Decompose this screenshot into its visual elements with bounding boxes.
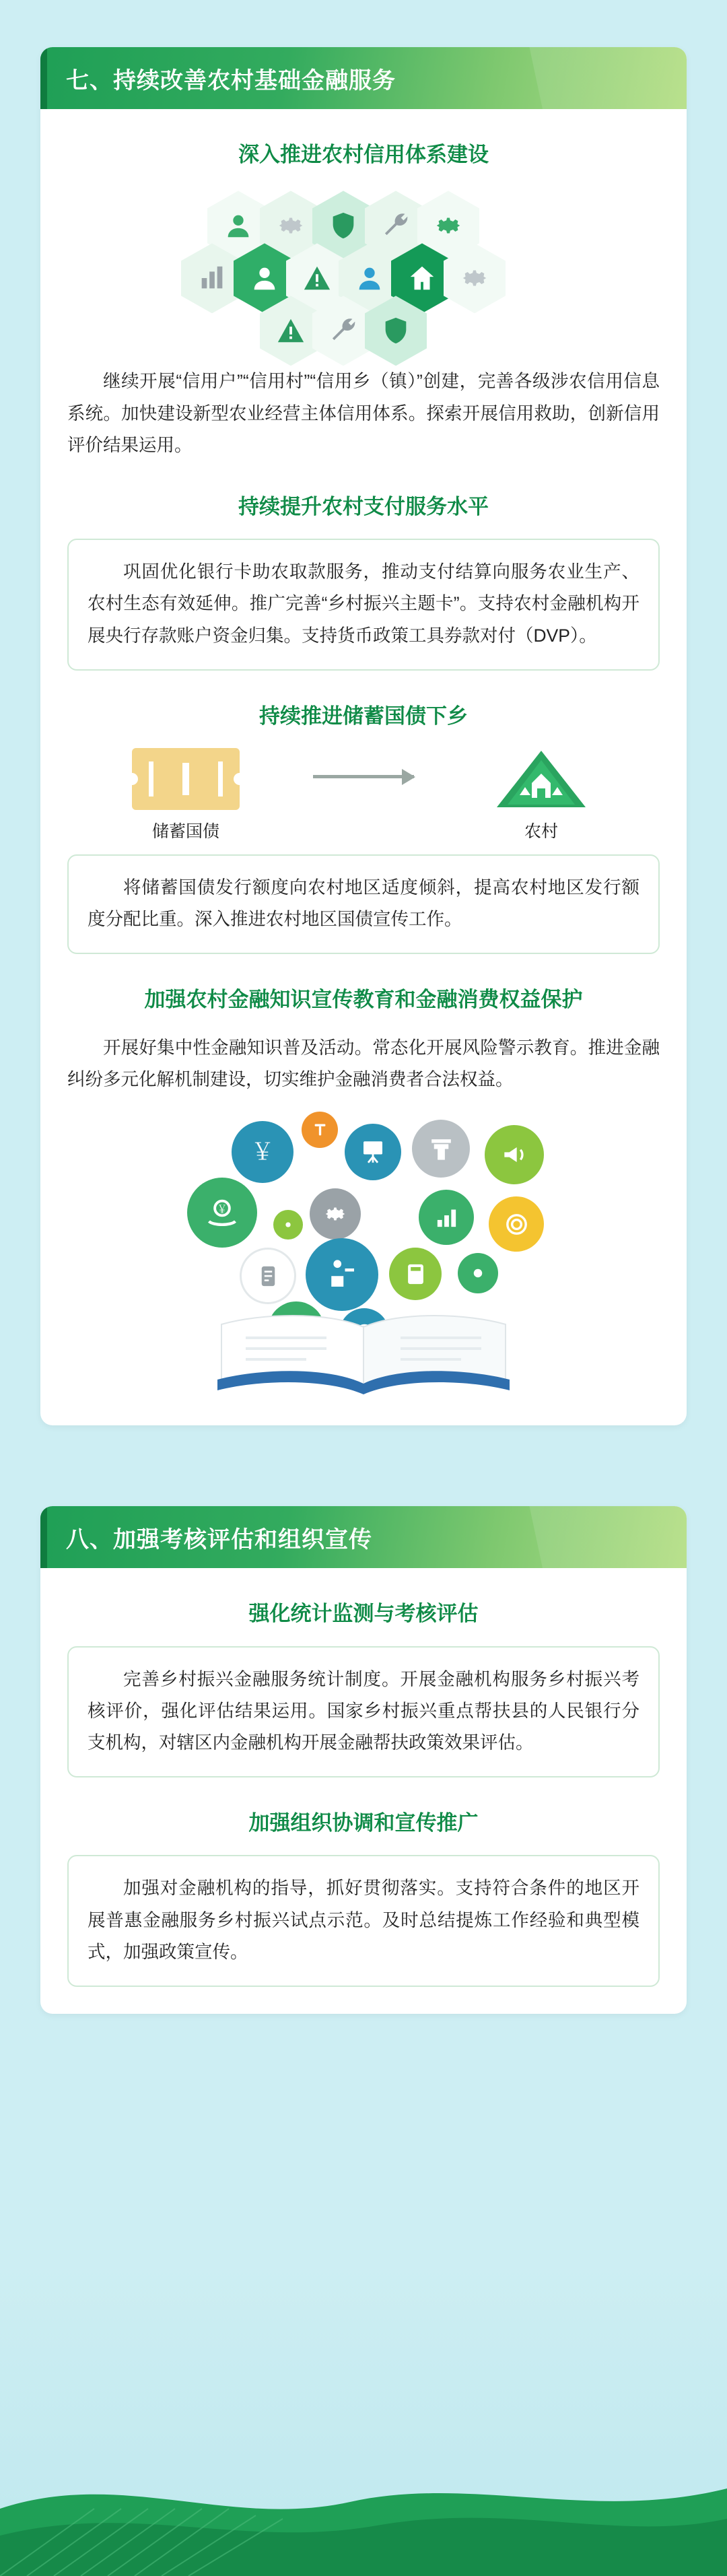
easel-icon xyxy=(345,1124,401,1180)
paragraph-7-2: 巩固优化银行卡助农取款服务，推动支付结算向服务农业生产、农村生态有效延伸。推广完善“乡村振兴主题卡”。支持农村金融机构开展央行存款账户资金归集。支持货币政策工具券款对付（DVP）。 xyxy=(88,562,639,646)
gavel-icon xyxy=(302,1112,338,1148)
ticket-icon xyxy=(132,748,240,810)
subsection-title-7-1: 深入推进农村信用体系建设 xyxy=(238,143,489,166)
target-icon xyxy=(489,1196,544,1252)
paragraph-box-7-3 xyxy=(67,854,660,954)
bond-source-label: 储蓄国债 xyxy=(151,822,219,842)
svg-text:￥: ￥ xyxy=(217,1204,228,1216)
hand-coin-icon xyxy=(187,1178,257,1248)
paragraph-8-1: 完善乡村振兴金融服务统计制度。开展金融机构服务乡村振兴考核评价，强化评估结果运用。国家乡村振兴重点帮扶县的人民银行分支机构，对辖区内金融机构开展金融帮扶政策效果评估。 xyxy=(88,1668,639,1753)
section-accent-bar xyxy=(40,47,47,109)
book-icon xyxy=(205,1304,522,1398)
podium-icon xyxy=(412,1120,470,1178)
subsection-title-8-2: 加强组织协调和宣传推广 xyxy=(248,1810,479,1835)
subsection-title-7-3: 持续推进储蓄国债下乡 xyxy=(259,704,468,728)
paragraph-box-8-1 xyxy=(67,1646,660,1777)
growth-chart-icon xyxy=(419,1190,474,1245)
paragraph-8-2: 加强对金融机构的指导，抓好贯彻落实。支持符合条件的地区开展普惠金融服务乡村振兴试点示范。及时总结提炼工作经验和典型模式，加强政策宣传。 xyxy=(88,1878,639,1962)
bond-flow-illustration xyxy=(40,748,687,842)
gear-icon xyxy=(310,1188,361,1240)
section-card-7 xyxy=(40,47,687,1425)
section-header-7 xyxy=(40,47,687,109)
subsection-title-7-2: 持续提升农村支付服务水平 xyxy=(238,494,489,518)
section-title-8: 八、加强考核评估和组织宣传 xyxy=(66,1526,372,1553)
bond-source xyxy=(115,748,256,842)
arrow-right-icon xyxy=(293,748,434,778)
paragraph-7-3: 将储蓄国债发行额度向农村地区适度倾斜，提高农村地区发行额度分配比重。深入推进农村地区国债宣传工作。 xyxy=(88,877,639,930)
bond-target-label: 农村 xyxy=(524,822,558,842)
presenter-icon xyxy=(306,1238,378,1311)
subsection-title-7-4: 加强农村金融知识宣传教育和金融消费权益保护 xyxy=(144,988,583,1012)
megaphone-icon xyxy=(485,1125,544,1184)
document-icon xyxy=(240,1248,296,1304)
village-icon xyxy=(494,748,588,810)
financial-knowledge-illustration xyxy=(40,1109,687,1398)
section-header-8 xyxy=(40,1506,687,1568)
calculator-icon xyxy=(389,1248,442,1300)
section-accent-bar xyxy=(40,1506,47,1568)
section-card-8 xyxy=(40,1506,687,2014)
paragraph-box-7-2 xyxy=(67,539,660,670)
subsection-title-8-1: 强化统计监测与考核评估 xyxy=(248,1602,479,1626)
credit-system-illustration xyxy=(40,187,687,362)
gear-icon xyxy=(458,1253,498,1293)
bond-target xyxy=(471,748,612,842)
paragraph-box-8-2 xyxy=(67,1855,660,1986)
decorative-hills xyxy=(0,2408,727,2576)
gear-icon xyxy=(273,1210,303,1240)
yuan-coin-icon xyxy=(232,1121,293,1183)
section-title-7: 七、持续改善农村基础金融服务 xyxy=(66,67,396,94)
svg-text:￥: ￥ xyxy=(250,1139,275,1165)
paragraph-7-1: 继续开展“信用户”“信用村”“信用乡（镇）”创建，完善各级涉农信用信息系统。加快建设新型农业经营主体信用体系。探索开展信用救助，创新信用评价结果运用。 xyxy=(67,371,660,455)
paragraph-7-4: 开展好集中性金融知识普及活动。常态化开展风险警示教育。推进金融纠纷多元化解机制建设，切实维护金融消费者合法权益。 xyxy=(67,1037,660,1089)
